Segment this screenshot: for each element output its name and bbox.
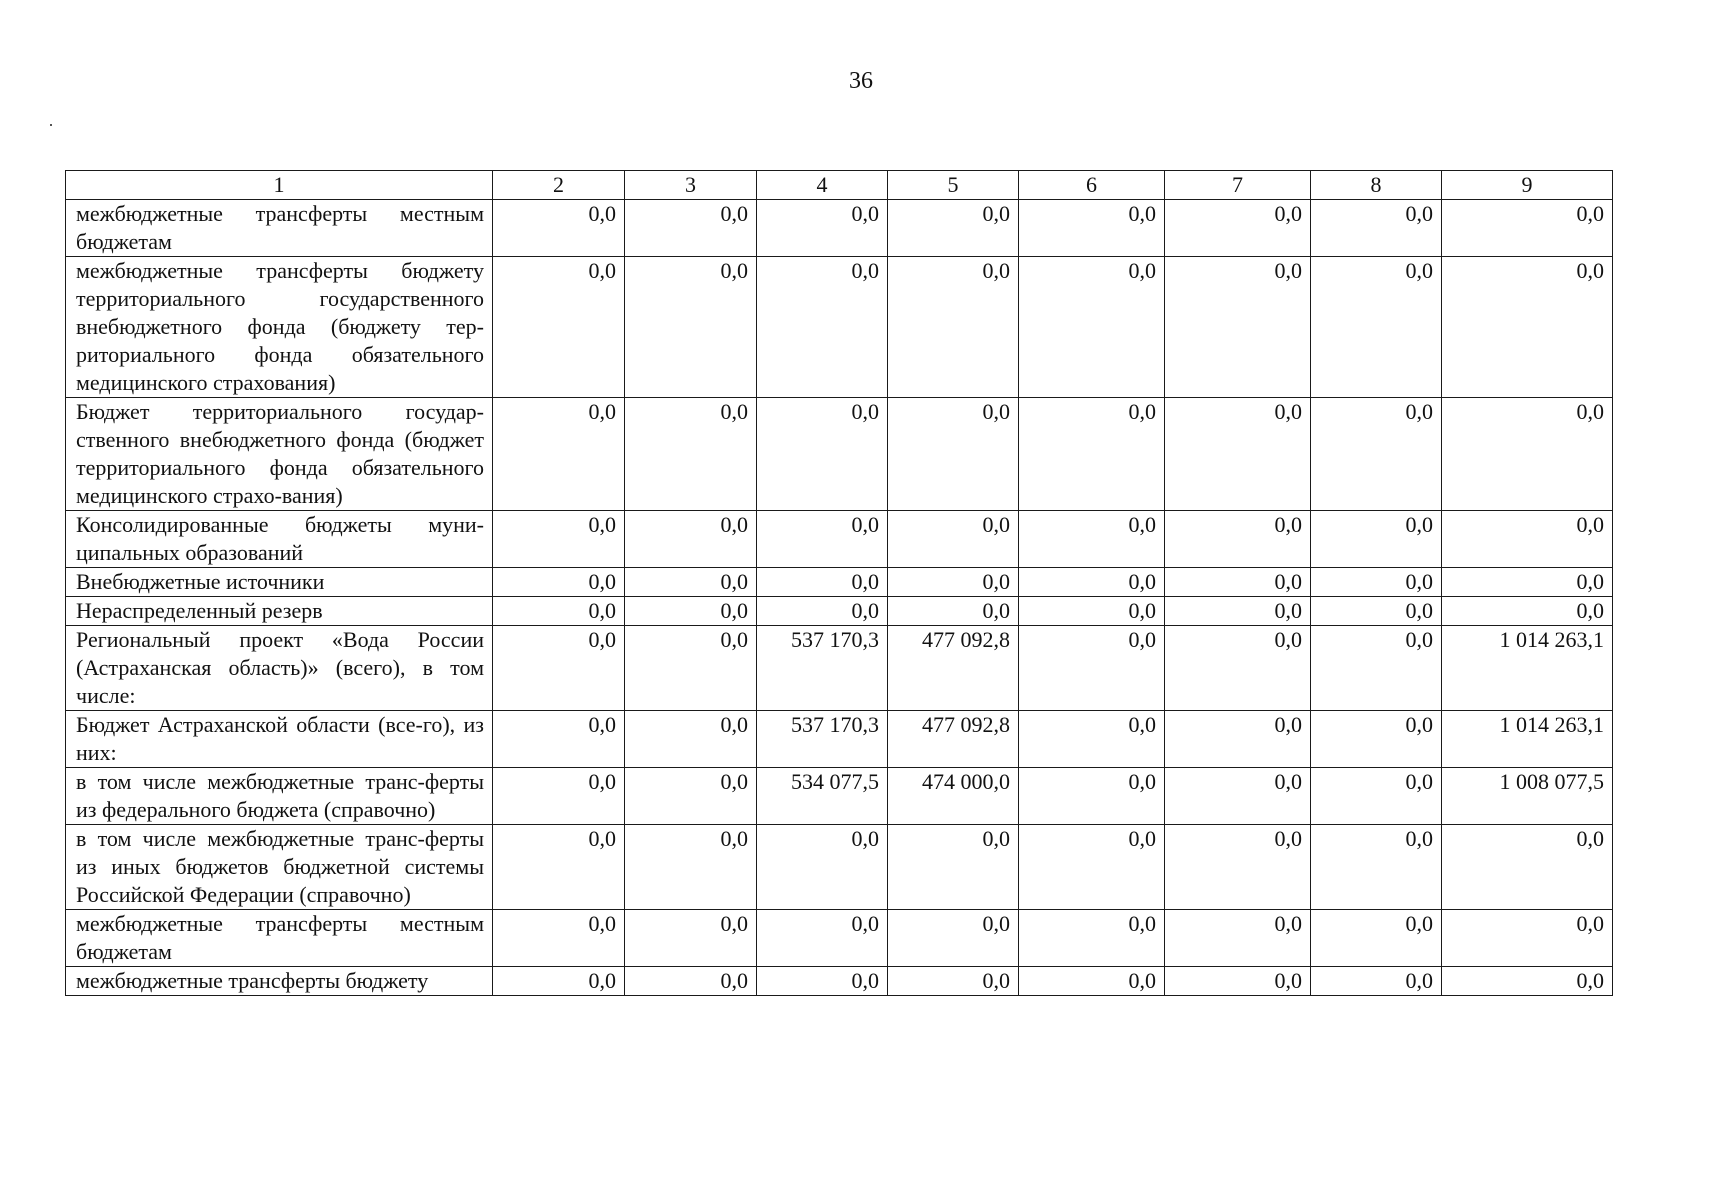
cell-value-col-5: 0,0 — [888, 967, 1019, 996]
cell-value-col-9: 0,0 — [1442, 257, 1613, 398]
cell-value-col-8: 0,0 — [1311, 597, 1442, 626]
cell-value-col-8: 0,0 — [1311, 626, 1442, 711]
cell-value-col-7: 0,0 — [1165, 200, 1311, 257]
cell-value-col-3: 0,0 — [625, 200, 757, 257]
cell-value-col-5: 474 000,0 — [888, 768, 1019, 825]
cell-value-col-6: 0,0 — [1019, 768, 1165, 825]
cell-value-col-2: 0,0 — [493, 626, 625, 711]
cell-value-col-5: 0,0 — [888, 597, 1019, 626]
table-row — [66, 257, 1613, 398]
column-header: 5 — [888, 171, 1019, 200]
cell-value-col-7: 0,0 — [1165, 257, 1311, 398]
table-row — [66, 626, 1613, 711]
row-label: межбюджетные трансферты бюджету — [66, 967, 493, 996]
cell-value-col-2: 0,0 — [493, 257, 625, 398]
cell-value-col-3: 0,0 — [625, 910, 757, 967]
cell-value-col-5: 477 092,8 — [888, 711, 1019, 768]
cell-value-col-8: 0,0 — [1311, 768, 1442, 825]
row-label: в том числе межбюджетные транс-ферты из федерального бюджета (справочно) — [66, 768, 493, 825]
cell-value-col-2: 0,0 — [493, 967, 625, 996]
cell-value-col-8: 0,0 — [1311, 711, 1442, 768]
cell-value-col-5: 0,0 — [888, 910, 1019, 967]
page-number: 36 — [849, 68, 873, 94]
cell-value-col-7: 0,0 — [1165, 910, 1311, 967]
cell-value-col-3: 0,0 — [625, 257, 757, 398]
row-label: Консолидированные бюджеты муни-ципальных образований — [66, 511, 493, 568]
row-label: Бюджет территориального государ-ственного внебюджетного фонда (бюджет территориального фонда обязательного медицинского страхо-вания) — [66, 398, 493, 511]
cell-value-col-4: 0,0 — [757, 967, 888, 996]
cell-value-col-2: 0,0 — [493, 398, 625, 511]
cell-value-col-3: 0,0 — [625, 511, 757, 568]
column-header: 4 — [757, 171, 888, 200]
table-body — [66, 200, 1613, 996]
cell-value-col-6: 0,0 — [1019, 568, 1165, 597]
cell-value-col-9: 1 008 077,5 — [1442, 768, 1613, 825]
cell-value-col-4: 0,0 — [757, 511, 888, 568]
cell-value-col-7: 0,0 — [1165, 626, 1311, 711]
cell-value-col-2: 0,0 — [493, 200, 625, 257]
header-row — [66, 171, 1613, 200]
cell-value-col-6: 0,0 — [1019, 967, 1165, 996]
budget-table — [65, 170, 1613, 996]
cell-value-col-2: 0,0 — [493, 568, 625, 597]
cell-value-col-9: 1 014 263,1 — [1442, 711, 1613, 768]
row-label: межбюджетные трансферты местным бюджетам — [66, 910, 493, 967]
cell-value-col-7: 0,0 — [1165, 511, 1311, 568]
table-row — [66, 597, 1613, 626]
table-row — [66, 711, 1613, 768]
cell-value-col-6: 0,0 — [1019, 825, 1165, 910]
cell-value-col-3: 0,0 — [625, 711, 757, 768]
column-header: 2 — [493, 171, 625, 200]
column-header: 8 — [1311, 171, 1442, 200]
cell-value-col-8: 0,0 — [1311, 910, 1442, 967]
cell-value-col-5: 0,0 — [888, 568, 1019, 597]
cell-value-col-5: 0,0 — [888, 511, 1019, 568]
cell-value-col-9: 0,0 — [1442, 568, 1613, 597]
table-row — [66, 568, 1613, 597]
cell-value-col-9: 0,0 — [1442, 967, 1613, 996]
cell-value-col-8: 0,0 — [1311, 398, 1442, 511]
cell-value-col-7: 0,0 — [1165, 398, 1311, 511]
row-label: Внебюджетные источники — [66, 568, 493, 597]
cell-value-col-9: 0,0 — [1442, 825, 1613, 910]
cell-value-col-4: 0,0 — [757, 568, 888, 597]
cell-value-col-2: 0,0 — [493, 768, 625, 825]
cell-value-col-4: 0,0 — [757, 910, 888, 967]
cell-value-col-8: 0,0 — [1311, 257, 1442, 398]
cell-value-col-6: 0,0 — [1019, 626, 1165, 711]
cell-value-col-6: 0,0 — [1019, 398, 1165, 511]
cell-value-col-2: 0,0 — [493, 511, 625, 568]
column-header: 9 — [1442, 171, 1613, 200]
row-label: в том числе межбюджетные транс-ферты из иных бюджетов бюджетной системы Российской Федерации (справочно) — [66, 825, 493, 910]
cell-value-col-9: 0,0 — [1442, 597, 1613, 626]
cell-value-col-3: 0,0 — [625, 597, 757, 626]
cell-value-col-2: 0,0 — [493, 825, 625, 910]
cell-value-col-7: 0,0 — [1165, 597, 1311, 626]
cell-value-col-9: 1 014 263,1 — [1442, 626, 1613, 711]
cell-value-col-7: 0,0 — [1165, 967, 1311, 996]
cell-value-col-6: 0,0 — [1019, 711, 1165, 768]
cell-value-col-2: 0,0 — [493, 711, 625, 768]
cell-value-col-9: 0,0 — [1442, 200, 1613, 257]
cell-value-col-7: 0,0 — [1165, 568, 1311, 597]
cell-value-col-4: 537 170,3 — [757, 626, 888, 711]
row-label: межбюджетные трансферты бюджету территориального государственного внебюджетного фонда (бюджету тер-риториального фонда обязательного медицинского страхования) — [66, 257, 493, 398]
table-row — [66, 910, 1613, 967]
cell-value-col-3: 0,0 — [625, 768, 757, 825]
table-row — [66, 511, 1613, 568]
cell-value-col-6: 0,0 — [1019, 597, 1165, 626]
cell-value-col-3: 0,0 — [625, 626, 757, 711]
cell-value-col-9: 0,0 — [1442, 511, 1613, 568]
cell-value-col-8: 0,0 — [1311, 511, 1442, 568]
cell-value-col-2: 0,0 — [493, 910, 625, 967]
table-row — [66, 825, 1613, 910]
cell-value-col-7: 0,0 — [1165, 825, 1311, 910]
column-header: 3 — [625, 171, 757, 200]
cell-value-col-4: 0,0 — [757, 825, 888, 910]
table-row — [66, 398, 1613, 511]
cell-value-col-6: 0,0 — [1019, 511, 1165, 568]
row-label: Региональный проект «Вода России (Астраханская область)» (всего), в том числе: — [66, 626, 493, 711]
cell-value-col-5: 0,0 — [888, 398, 1019, 511]
cell-value-col-6: 0,0 — [1019, 257, 1165, 398]
cell-value-col-9: 0,0 — [1442, 398, 1613, 511]
cell-value-col-4: 0,0 — [757, 597, 888, 626]
table-row — [66, 768, 1613, 825]
cell-value-col-3: 0,0 — [625, 568, 757, 597]
cell-value-col-5: 0,0 — [888, 825, 1019, 910]
column-header: 1 — [66, 171, 493, 200]
table-header — [66, 171, 1613, 200]
cell-value-col-9: 0,0 — [1442, 910, 1613, 967]
cell-value-col-7: 0,0 — [1165, 711, 1311, 768]
cell-value-col-4: 537 170,3 — [757, 711, 888, 768]
cell-value-col-4: 0,0 — [757, 257, 888, 398]
table-row — [66, 967, 1613, 996]
cell-value-col-5: 477 092,8 — [888, 626, 1019, 711]
column-header: 7 — [1165, 171, 1311, 200]
cell-value-col-8: 0,0 — [1311, 825, 1442, 910]
cell-value-col-2: 0,0 — [493, 597, 625, 626]
scan-speck — [50, 124, 52, 126]
row-label: Нераспределенный резерв — [66, 597, 493, 626]
cell-value-col-8: 0,0 — [1311, 967, 1442, 996]
row-label: межбюджетные трансферты местным бюджетам — [66, 200, 493, 257]
cell-value-col-5: 0,0 — [888, 257, 1019, 398]
cell-value-col-6: 0,0 — [1019, 910, 1165, 967]
cell-value-col-3: 0,0 — [625, 825, 757, 910]
cell-value-col-8: 0,0 — [1311, 568, 1442, 597]
cell-value-col-4: 534 077,5 — [757, 768, 888, 825]
cell-value-col-8: 0,0 — [1311, 200, 1442, 257]
table-row — [66, 200, 1613, 257]
column-header: 6 — [1019, 171, 1165, 200]
cell-value-col-7: 0,0 — [1165, 768, 1311, 825]
cell-value-col-6: 0,0 — [1019, 200, 1165, 257]
cell-value-col-3: 0,0 — [625, 967, 757, 996]
cell-value-col-4: 0,0 — [757, 398, 888, 511]
cell-value-col-4: 0,0 — [757, 200, 888, 257]
row-label: Бюджет Астраханской области (все-го), из них: — [66, 711, 493, 768]
cell-value-col-3: 0,0 — [625, 398, 757, 511]
cell-value-col-5: 0,0 — [888, 200, 1019, 257]
